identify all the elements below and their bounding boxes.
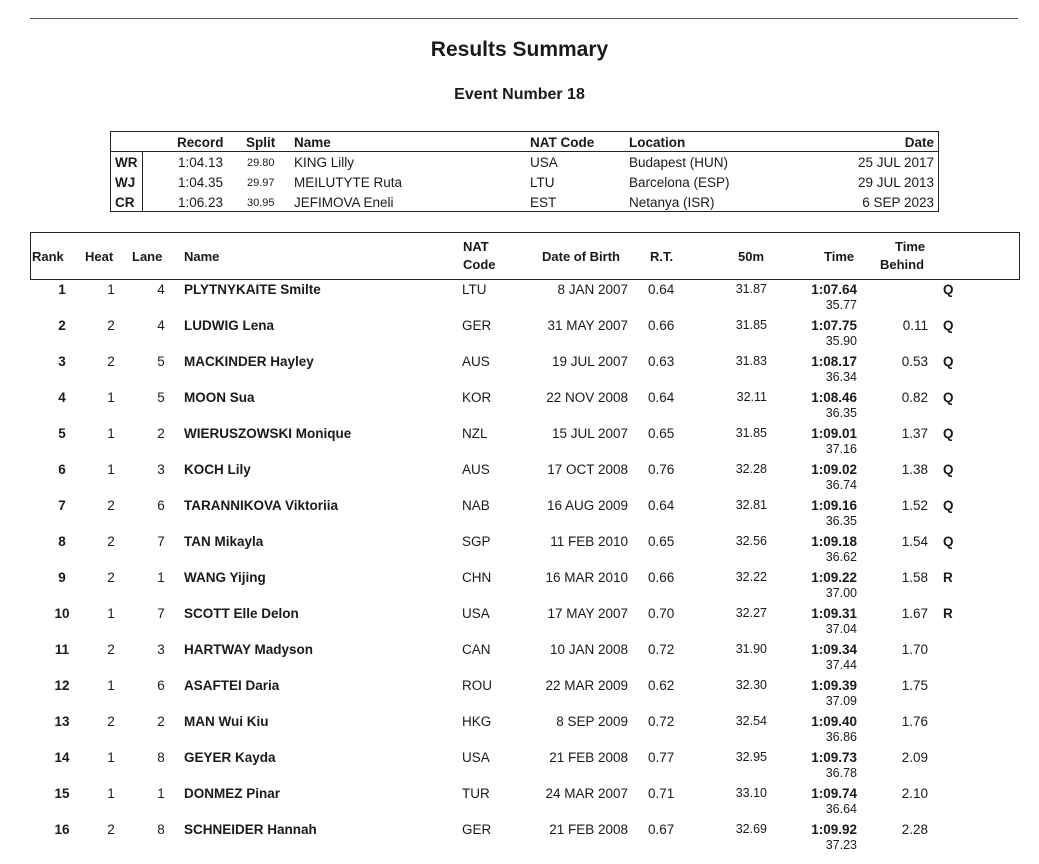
result-time: 1:09.22 [811, 570, 857, 585]
result-row [30, 281, 1018, 317]
result-rt: 0.65 [648, 426, 675, 441]
record-row [111, 152, 938, 172]
result-row [30, 785, 1018, 821]
result-dob: 17 OCT 2008 [547, 462, 628, 477]
record-name: KING Lilly [294, 155, 355, 170]
result-rank: 3 [58, 354, 66, 369]
result-rt: 0.66 [648, 570, 675, 585]
result-m50: 31.85 [735, 426, 767, 440]
result-nat: LTU [462, 282, 487, 297]
col-rank: Rank [32, 249, 64, 264]
result-behind: 1.58 [901, 570, 928, 585]
result-time: 1:09.02 [811, 462, 857, 477]
record-nat: LTU [530, 175, 555, 190]
record-date: 25 JUL 2017 [857, 155, 934, 170]
result-rt: 0.64 [648, 282, 675, 297]
result-time: 1:09.92 [811, 822, 857, 837]
result-dob: 21 FEB 2008 [549, 822, 628, 837]
result-q: Q [943, 282, 954, 297]
result-nat: CAN [462, 642, 491, 657]
record-record: 1:04.35 [178, 175, 224, 190]
records-header-record: Record [177, 135, 224, 150]
result-split: 37.00 [825, 586, 857, 600]
records-header-split: Split [246, 135, 276, 150]
record-name: MEILUTYTE Ruta [294, 175, 403, 190]
result-row [30, 533, 1018, 569]
result-dob: 24 MAR 2007 [545, 786, 628, 801]
result-row [30, 317, 1018, 353]
result-split: 36.34 [825, 370, 857, 384]
result-behind: 2.09 [901, 750, 928, 765]
result-behind: 0.11 [902, 318, 928, 333]
result-lane: 1 [157, 786, 165, 801]
result-name: SCHNEIDER Hannah [184, 822, 317, 837]
result-time: 1:09.73 [811, 750, 857, 765]
result-lane: 7 [157, 534, 165, 549]
result-rt: 0.63 [648, 354, 675, 369]
result-split: 37.16 [825, 442, 857, 456]
result-heat: 1 [107, 390, 115, 405]
result-dob: 31 MAY 2007 [547, 318, 628, 333]
result-q: Q [943, 426, 954, 441]
result-name: MAN Wui Kiu [184, 714, 269, 729]
result-lane: 8 [157, 822, 165, 837]
result-name: KOCH Lily [184, 462, 251, 477]
result-time: 1:08.17 [811, 354, 857, 369]
result-rt: 0.65 [648, 534, 675, 549]
result-dob: 16 AUG 2009 [546, 498, 628, 513]
result-q: Q [943, 390, 954, 405]
result-dob: 21 FEB 2008 [549, 750, 628, 765]
result-name: WANG Yijing [184, 570, 266, 585]
result-dob: 8 SEP 2009 [556, 714, 628, 729]
result-behind: 1.76 [901, 714, 928, 729]
result-q: Q [943, 534, 954, 549]
result-heat: 2 [107, 570, 115, 585]
result-nat: USA [462, 606, 490, 621]
record-code: WR [115, 155, 138, 170]
result-split: 36.35 [825, 514, 857, 528]
result-rank: 16 [54, 822, 70, 837]
record-record: 1:06.23 [178, 195, 224, 210]
result-heat: 1 [107, 678, 115, 693]
result-nat: SGP [462, 534, 491, 549]
result-q: Q [943, 318, 954, 333]
result-time: 1:08.46 [811, 390, 857, 405]
result-heat: 1 [107, 462, 115, 477]
result-q: Q [943, 462, 954, 477]
result-split: 36.35 [825, 406, 857, 420]
result-split: 37.09 [825, 694, 857, 708]
result-dob: 17 MAY 2007 [547, 606, 628, 621]
record-nat: EST [530, 195, 557, 210]
result-behind: 1.70 [901, 642, 928, 657]
result-lane: 7 [157, 606, 165, 621]
result-name: LUDWIG Lena [184, 318, 274, 333]
result-row [30, 353, 1018, 389]
result-rank: 5 [58, 426, 66, 441]
result-split: 37.23 [825, 838, 857, 852]
result-lane: 6 [157, 498, 165, 513]
results-header [30, 232, 1020, 280]
result-nat: USA [462, 750, 490, 765]
records-header [111, 132, 938, 152]
col-nat-1: NAT [463, 239, 489, 254]
col-lane: Lane [132, 249, 163, 264]
result-name: PLYTNYKAITE Smilte [184, 282, 321, 297]
result-dob: 8 JAN 2007 [557, 282, 628, 297]
result-nat: AUS [462, 354, 490, 369]
col-behind-1: Time [895, 239, 926, 254]
result-split: 37.44 [825, 658, 857, 672]
result-nat: GER [462, 318, 492, 333]
records-header-nat: NAT Code [530, 135, 595, 150]
result-m50: 31.83 [735, 354, 767, 368]
result-name: MACKINDER Hayley [184, 354, 314, 369]
col-dob: Date of Birth [542, 249, 620, 264]
result-lane: 2 [157, 426, 165, 441]
result-heat: 1 [107, 750, 115, 765]
result-m50: 31.90 [735, 642, 767, 656]
col-50m: 50m [738, 249, 765, 264]
result-m50: 32.22 [735, 570, 767, 584]
result-heat: 2 [107, 534, 115, 549]
result-split: 36.62 [825, 550, 857, 564]
result-rt: 0.77 [648, 750, 675, 765]
result-nat: TUR [462, 786, 490, 801]
result-m50: 32.11 [736, 390, 767, 404]
records-header-location: Location [629, 135, 686, 150]
result-rank: 15 [54, 786, 70, 801]
col-nat-2: Code [463, 257, 496, 272]
result-rank: 14 [54, 750, 70, 765]
result-lane: 2 [157, 714, 165, 729]
result-split: 37.04 [825, 622, 857, 636]
col-heat: Heat [85, 249, 114, 264]
result-row [30, 569, 1018, 605]
result-behind: 0.82 [901, 390, 928, 405]
result-nat: AUS [462, 462, 490, 477]
result-behind: 2.10 [901, 786, 928, 801]
result-lane: 8 [157, 750, 165, 765]
result-row [30, 749, 1018, 785]
result-row [30, 425, 1018, 461]
result-rt: 0.76 [648, 462, 675, 477]
record-split: 29.97 [247, 177, 275, 189]
result-heat: 1 [107, 426, 115, 441]
event-title: Event Number 18 [454, 86, 585, 103]
result-heat: 2 [107, 714, 115, 729]
result-rank: 12 [54, 678, 70, 693]
result-name: HARTWAY Madyson [184, 642, 314, 657]
result-rt: 0.71 [648, 786, 675, 801]
result-time: 1:09.01 [811, 426, 857, 441]
result-split: 35.90 [825, 334, 857, 348]
result-behind: 1.38 [901, 462, 928, 477]
result-split: 36.86 [825, 730, 857, 744]
result-m50: 32.28 [735, 462, 767, 476]
result-split: 36.64 [825, 802, 857, 816]
result-name: DONMEZ Pinar [184, 786, 281, 801]
records-header-name: Name [294, 135, 331, 150]
record-location: Barcelona (ESP) [629, 175, 730, 190]
result-dob: 16 MAR 2010 [545, 570, 628, 585]
result-heat: 1 [107, 786, 115, 801]
result-name: SCOTT Elle Delon [184, 606, 299, 621]
result-time: 1:09.18 [811, 534, 857, 549]
result-row [30, 605, 1018, 641]
result-row [30, 497, 1018, 533]
result-name: WIERUSZOWSKI Monique [184, 426, 352, 441]
col-behind-2: Behind [880, 257, 925, 272]
result-nat: NAB [462, 498, 490, 513]
result-time: 1:07.64 [811, 282, 857, 297]
result-behind: 1.52 [901, 498, 928, 513]
result-dob: 10 JAN 2008 [549, 642, 628, 657]
result-rank: 1 [58, 282, 66, 297]
result-heat: 1 [107, 606, 115, 621]
record-split: 29.80 [247, 157, 275, 169]
result-dob: 19 JUL 2007 [551, 354, 628, 369]
record-location: Netanya (ISR) [629, 195, 715, 210]
result-name: GEYER Kayda [184, 750, 276, 765]
result-rank: 10 [54, 606, 70, 621]
result-m50: 32.30 [735, 678, 767, 692]
result-lane: 4 [157, 282, 165, 297]
result-rt: 0.72 [648, 642, 675, 657]
records-header-date: Date [904, 135, 934, 150]
result-rt: 0.66 [648, 318, 675, 333]
result-rt: 0.62 [648, 678, 675, 693]
result-nat: KOR [462, 390, 492, 405]
result-rank: 4 [58, 390, 66, 405]
result-behind: 0.53 [901, 354, 928, 369]
col-name: Name [184, 249, 220, 264]
result-time: 1:09.39 [811, 678, 857, 693]
result-q: R [943, 606, 953, 621]
record-date: 6 SEP 2023 [862, 195, 934, 210]
result-dob: 15 JUL 2007 [551, 426, 628, 441]
record-date: 29 JUL 2013 [857, 175, 934, 190]
result-time: 1:09.16 [811, 498, 857, 513]
result-time: 1:09.31 [811, 606, 857, 621]
record-split: 30.95 [247, 197, 275, 209]
result-rank: 11 [54, 642, 70, 657]
result-heat: 1 [107, 282, 115, 297]
result-row [30, 389, 1018, 425]
records-table [110, 131, 939, 212]
record-location: Budapest (HUN) [629, 155, 729, 170]
result-heat: 2 [107, 822, 115, 837]
result-m50: 32.54 [735, 714, 767, 728]
result-q: Q [943, 498, 954, 513]
result-name: TAN Mikayla [184, 534, 264, 549]
result-rt: 0.64 [648, 498, 675, 513]
page-title: Results Summary [430, 38, 609, 61]
result-nat: CHN [462, 570, 492, 585]
result-lane: 6 [157, 678, 165, 693]
result-m50: 32.69 [735, 822, 767, 836]
result-nat: ROU [462, 678, 492, 693]
result-behind: 1.54 [901, 534, 928, 549]
result-rt: 0.70 [648, 606, 675, 621]
result-split: 35.77 [825, 298, 857, 312]
result-lane: 3 [157, 642, 165, 657]
col-time: Time [824, 249, 855, 264]
result-time: 1:09.40 [811, 714, 857, 729]
result-rt: 0.67 [648, 822, 675, 837]
result-row [30, 677, 1018, 713]
result-rt: 0.64 [648, 390, 675, 405]
record-row [111, 192, 938, 212]
result-lane: 3 [157, 462, 165, 477]
result-name: TARANNIKOVA Viktoriia [184, 498, 339, 513]
result-m50: 31.87 [735, 282, 767, 296]
result-row [30, 821, 1018, 857]
result-behind: 2.28 [901, 822, 928, 837]
result-dob: 22 NOV 2008 [546, 390, 628, 405]
result-rank: 9 [58, 570, 66, 585]
result-lane: 5 [157, 354, 165, 369]
result-name: MOON Sua [184, 390, 255, 405]
result-m50: 32.56 [735, 534, 767, 548]
result-behind: 1.67 [901, 606, 928, 621]
result-heat: 2 [107, 642, 115, 657]
result-lane: 4 [157, 318, 165, 333]
result-m50: 33.10 [735, 786, 767, 800]
record-nat: USA [530, 155, 558, 170]
result-m50: 32.95 [735, 750, 767, 764]
result-heat: 2 [107, 498, 115, 513]
result-heat: 2 [107, 354, 115, 369]
result-rt: 0.72 [648, 714, 675, 729]
result-row [30, 641, 1018, 677]
result-split: 36.78 [825, 766, 857, 780]
record-row [111, 172, 938, 192]
result-time: 1:07.75 [811, 318, 857, 333]
result-q: Q [943, 354, 954, 369]
result-behind: 1.75 [901, 678, 928, 693]
result-row [30, 713, 1018, 749]
record-code: WJ [115, 175, 136, 190]
result-dob: 11 FEB 2010 [550, 534, 628, 549]
result-split: 36.74 [825, 478, 857, 492]
result-q: R [943, 570, 953, 585]
record-code: CR [115, 195, 135, 210]
result-row [30, 461, 1018, 497]
result-heat: 2 [107, 318, 115, 333]
result-dob: 22 MAR 2009 [545, 678, 628, 693]
result-nat: HKG [462, 714, 492, 729]
result-nat: GER [462, 822, 492, 837]
result-rank: 8 [58, 534, 66, 549]
result-rank: 6 [58, 462, 66, 477]
result-m50: 32.81 [735, 498, 767, 512]
record-name: JEFIMOVA Eneli [294, 195, 394, 210]
top-rule [30, 18, 1018, 19]
result-lane: 1 [157, 570, 165, 585]
result-nat: NZL [462, 426, 488, 441]
record-record: 1:04.13 [178, 155, 224, 170]
result-behind: 1.37 [901, 426, 928, 441]
result-time: 1:09.34 [811, 642, 857, 657]
result-m50: 31.85 [735, 318, 767, 332]
result-m50: 32.27 [735, 606, 767, 620]
result-name: ASAFTEI Daria [184, 678, 280, 693]
result-rank: 7 [58, 498, 66, 513]
col-rt: R.T. [650, 249, 674, 264]
result-time: 1:09.74 [811, 786, 857, 801]
result-rank: 13 [54, 714, 70, 729]
result-rank: 2 [58, 318, 66, 333]
result-lane: 5 [157, 390, 165, 405]
